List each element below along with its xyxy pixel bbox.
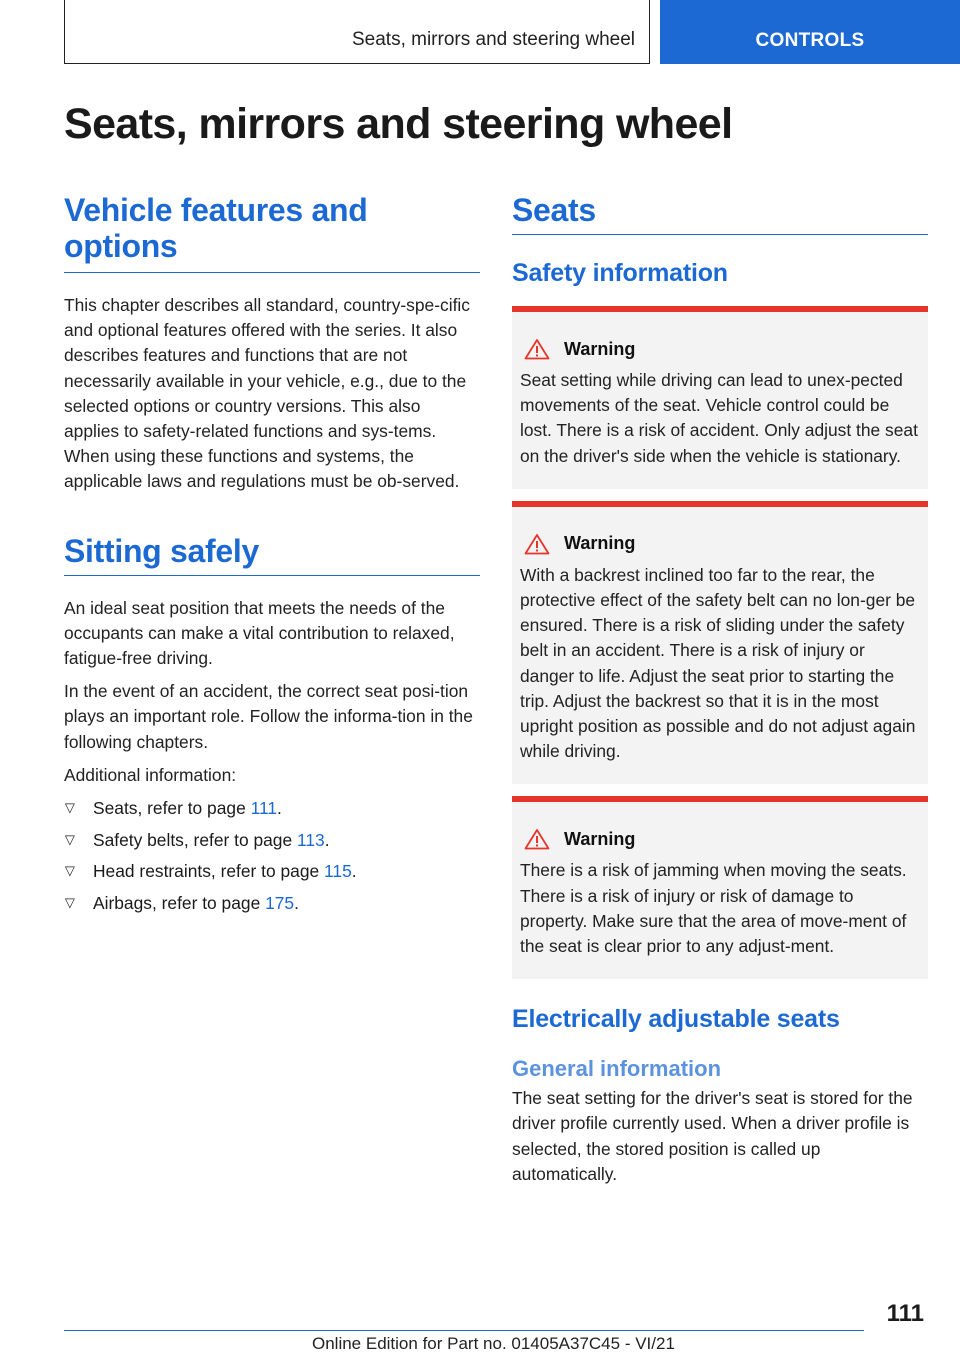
- features-text: This chapter describes all standard, country-spe-cific and optional features offered with the series. It also describes features and functions that are not necessarily available in your vehicle, e.g., due to the selected options or country versions. This also applies to safety-related functions and sys-tems. When using these functions and systems, the applicable laws and regulations must be ob-served.: [64, 295, 470, 492]
- header-section-title: Seats, mirrors and steering wheel: [351, 29, 635, 50]
- electric-seats-heading: Electrically adjustable seats: [512, 1005, 840, 1034]
- warning-triangle-icon: [524, 338, 550, 360]
- ref-text: Safety belts, refer to page: [93, 829, 297, 850]
- warning-header: [520, 533, 920, 555]
- header-chapter-tab: [660, 0, 960, 64]
- list-item: ▷ Head restraints, refer to page 115.: [64, 859, 480, 884]
- warning-box: [512, 306, 928, 489]
- left-column: [64, 192, 480, 922]
- header-section-box: [64, 0, 650, 64]
- warning-header: [520, 828, 920, 850]
- warning-text: Seat setting while driving can lead to unex-pected movements of the seat. Vehicle control could be lost. There is a risk of accident. Only adjust the seat on the driver's side when the vehicle is stationary.: [520, 370, 918, 466]
- warning-header: [520, 338, 920, 360]
- additional-info-label: Additional information:: [64, 764, 237, 785]
- header-chapter-label: CONTROLS: [755, 30, 865, 51]
- warning-label: Warning: [564, 828, 636, 849]
- warning-text: There is a risk of jamming when moving the seats. There is a risk of injury or risk of damage to property. Make sure that the area of move-ment of the seat is clear prior to any adjust-ment.: [520, 860, 907, 957]
- ref-text: Seats, refer to page: [93, 798, 251, 819]
- warning-label: Warning: [564, 338, 636, 359]
- warning-triangle-icon: [524, 533, 550, 555]
- footer-divider: [64, 1330, 864, 1331]
- page-title: Seats, mirrors and steering wheel: [64, 100, 733, 148]
- warning-box: [512, 796, 928, 979]
- right-column: [512, 192, 928, 1187]
- sitting-text-2: In the event of an accident, the correct seat posi-tion plays an important role. Follow the informa-tion in the following chapters.: [64, 681, 473, 752]
- reference-list: [64, 796, 480, 916]
- general-info-text: The seat setting for the driver's seat is stored for the driver profile currently used. When a driver profile is selected, the stored position is called up automatically.: [512, 1088, 913, 1184]
- page-link[interactable]: 175: [265, 892, 295, 913]
- edition-text: Online Edition for Part no. 01405A37C45 - VI/21: [312, 1334, 675, 1353]
- page-number: 111: [886, 1300, 924, 1327]
- safety-info-heading: Safety information: [512, 259, 728, 287]
- list-item: ▷ Safety belts, refer to page 113.: [64, 828, 480, 853]
- page-link[interactable]: 113: [296, 829, 325, 850]
- warning-triangle-icon: [524, 828, 550, 850]
- sitting-text-1: An ideal seat position that meets the needs of the occupants can make a vital contribution to relaxed, fatigue-free driving.: [64, 597, 455, 669]
- ref-text: Airbags, refer to page: [93, 892, 266, 913]
- warning-label: Warning: [564, 533, 636, 554]
- page-link[interactable]: 115: [324, 861, 352, 882]
- list-item: ▷ Seats, refer to page 111.: [64, 796, 480, 821]
- sitting-safely-heading: Sitting safely: [64, 533, 480, 576]
- general-info-heading: General information: [512, 1056, 722, 1082]
- warning-text: With a backrest inclined too far to the rear, the protective effect of the safety belt can no lon-ger be ensured. There is a risk of sliding under the safety belt in an accident. There is a risk of injury or danger to life. Adjust the seat prior to starting the trip. Adjust the backrest so that it is in the most upright position as possible and do not adjust again while driving.: [520, 564, 916, 762]
- seats-heading: Seats: [512, 192, 928, 235]
- page-header: [0, 0, 960, 66]
- list-item: ▷ Airbags, refer to page 175.: [64, 891, 480, 916]
- warning-box: [512, 501, 928, 785]
- features-heading: Vehicle features and options: [64, 192, 480, 273]
- page-link[interactable]: 111: [250, 798, 278, 819]
- ref-text: Head restraints, refer to page: [93, 861, 325, 882]
